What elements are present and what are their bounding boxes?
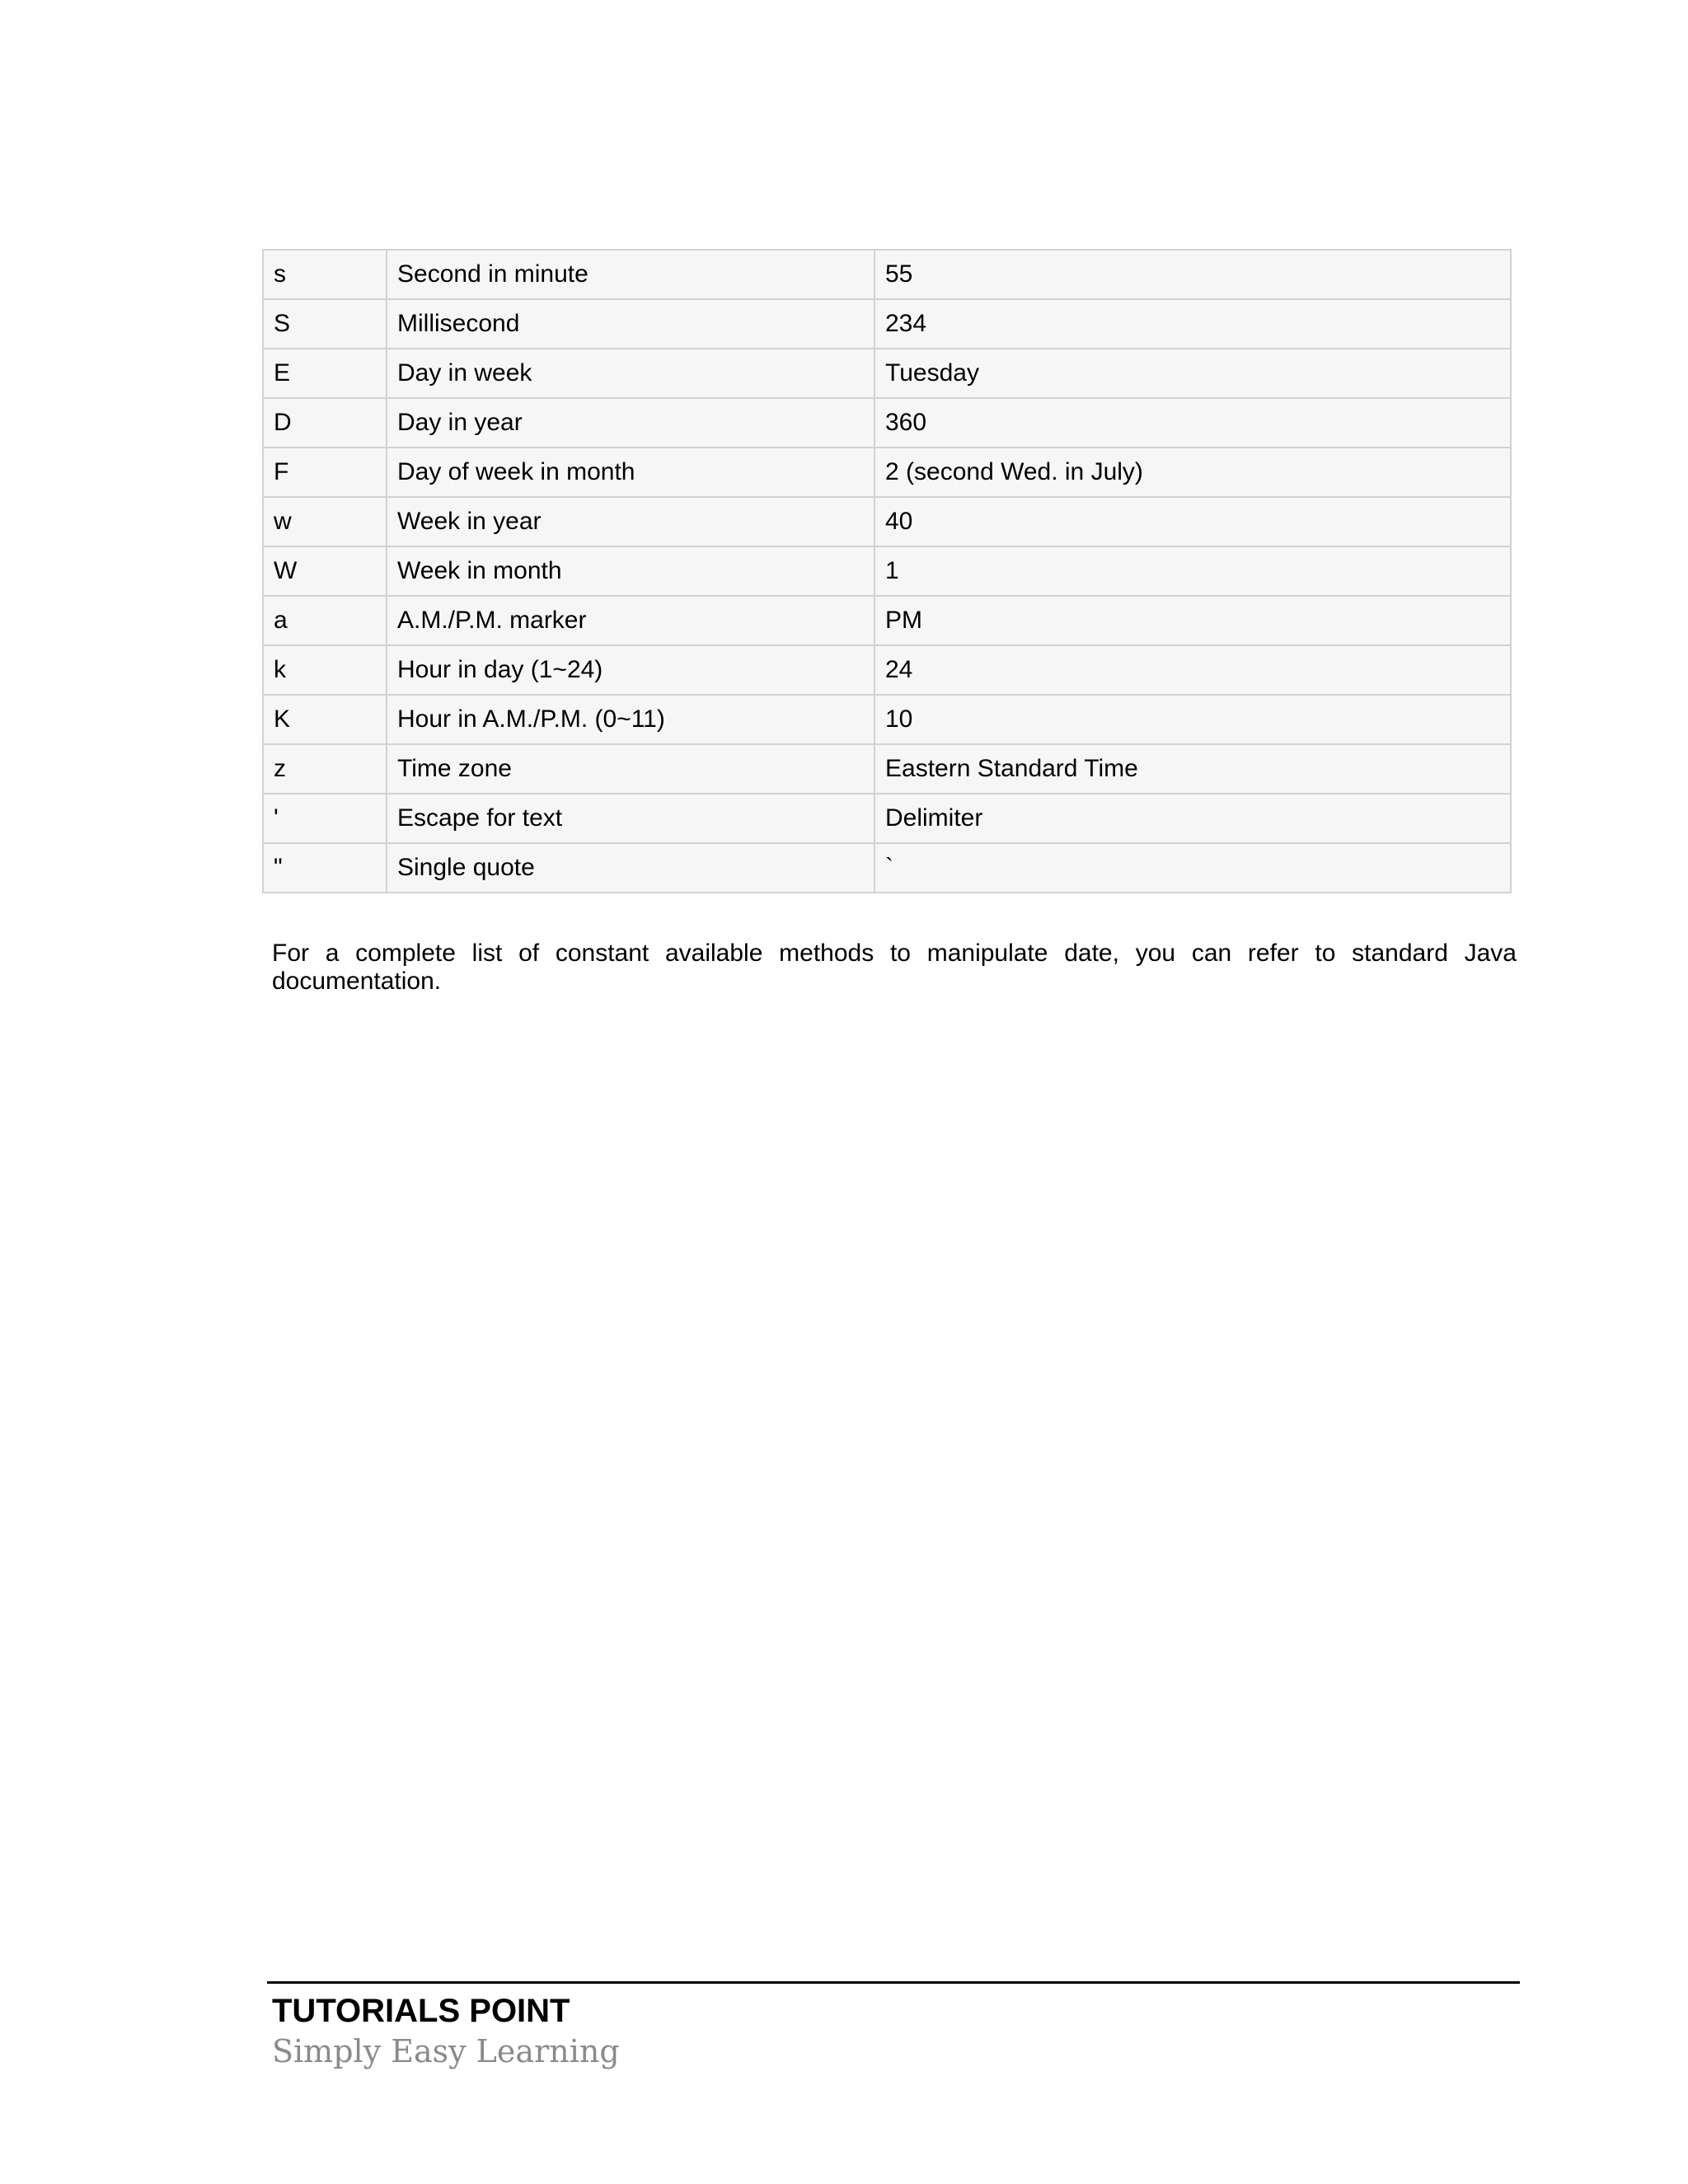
format-letter-cell: K xyxy=(263,695,387,744)
format-letter-cell: ' xyxy=(263,794,387,843)
format-description-cell: Day in year xyxy=(387,398,874,448)
format-letter-cell: D xyxy=(263,398,387,448)
format-letter-cell: E xyxy=(263,349,387,398)
date-format-table xyxy=(262,249,1512,893)
format-letter-cell: s xyxy=(263,250,387,299)
table-row xyxy=(263,843,1511,893)
format-description-cell: Escape for text xyxy=(387,794,874,843)
format-example-cell: 360 xyxy=(874,398,1511,448)
format-description-cell: Single quote xyxy=(387,843,874,893)
table-row xyxy=(263,794,1511,843)
table-row xyxy=(263,349,1511,398)
format-letter-cell: z xyxy=(263,744,387,794)
format-example-cell: 40 xyxy=(874,497,1511,546)
footer-brand: TUTORIALS POINT xyxy=(272,1993,570,2029)
footer-divider xyxy=(267,1981,1520,1984)
format-letter-cell: W xyxy=(263,546,387,596)
format-letter-cell: " xyxy=(263,843,387,893)
format-example-cell: 2 (second Wed. in July) xyxy=(874,448,1511,497)
format-example-cell: 10 xyxy=(874,695,1511,744)
format-description-cell: Second in minute xyxy=(387,250,874,299)
table-row xyxy=(263,695,1511,744)
format-example-cell: 24 xyxy=(874,645,1511,695)
table-row xyxy=(263,645,1511,695)
table-row xyxy=(263,250,1511,299)
format-example-cell: Eastern Standard Time xyxy=(874,744,1511,794)
format-description-cell: Time zone xyxy=(387,744,874,794)
table-row xyxy=(263,398,1511,448)
table-row xyxy=(263,546,1511,596)
footer-tagline: Simply Easy Learning xyxy=(272,2033,620,2069)
format-letter-cell: a xyxy=(263,596,387,645)
format-description-cell: Week in year xyxy=(387,497,874,546)
format-letter-cell: k xyxy=(263,645,387,695)
format-description-cell: Hour in A.M./P.M. (0~11) xyxy=(387,695,874,744)
table-row xyxy=(263,448,1511,497)
format-example-cell: Tuesday xyxy=(874,349,1511,398)
format-description-cell: Week in month xyxy=(387,546,874,596)
format-description-cell: A.M./P.M. marker xyxy=(387,596,874,645)
format-example-cell: 1 xyxy=(874,546,1511,596)
format-example-cell: Delimiter xyxy=(874,794,1511,843)
documentation-note: For a complete list of constant available methods to manipulate date, you can refer to standard Java documentation. xyxy=(272,940,1517,995)
format-letter-cell: S xyxy=(263,299,387,349)
format-description-cell: Day of week in month xyxy=(387,448,874,497)
format-description-cell: Day in week xyxy=(387,349,874,398)
table-row xyxy=(263,744,1511,794)
format-example-cell: ` xyxy=(874,843,1511,893)
format-description-cell: Millisecond xyxy=(387,299,874,349)
format-example-cell: PM xyxy=(874,596,1511,645)
format-example-cell: 55 xyxy=(874,250,1511,299)
table-row xyxy=(263,497,1511,546)
format-letter-cell: w xyxy=(263,497,387,546)
format-description-cell: Hour in day (1~24) xyxy=(387,645,874,695)
format-example-cell: 234 xyxy=(874,299,1511,349)
table-row xyxy=(263,299,1511,349)
table-row xyxy=(263,596,1511,645)
format-letter-cell: F xyxy=(263,448,387,497)
